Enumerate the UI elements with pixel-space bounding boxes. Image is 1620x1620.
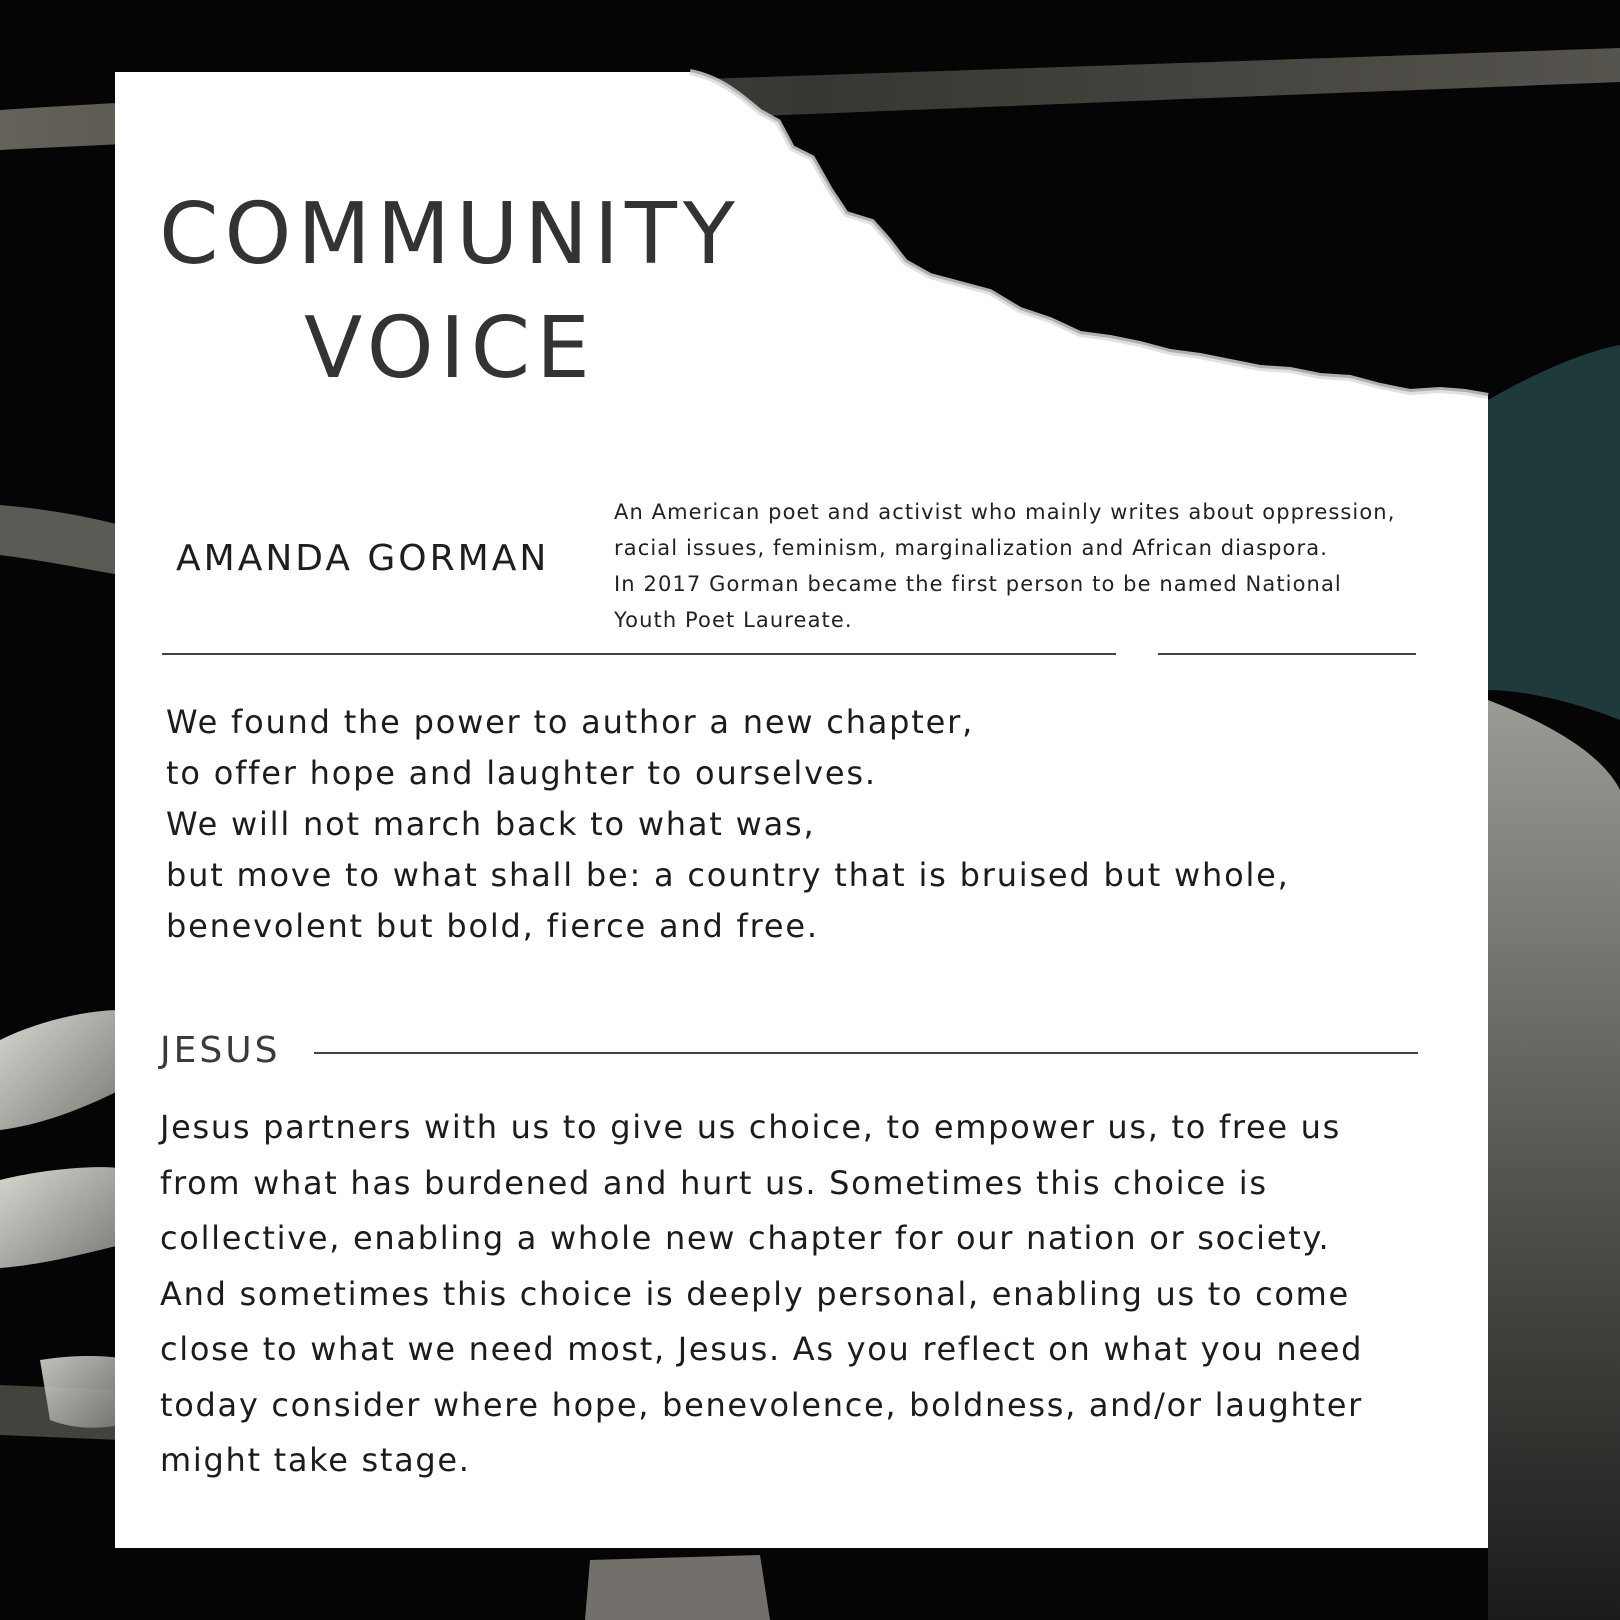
- reflection-line: today consider where hope, benevolence, boldness, and/or laughter: [160, 1385, 1364, 1424]
- bio-line: An American poet and activist who mainly writes about oppression,: [614, 500, 1396, 524]
- title-line-2: VOICE: [304, 299, 596, 398]
- quote-line: to offer hope and laughter to ourselves.: [166, 754, 877, 792]
- title-line-1: COMMUNITY: [159, 185, 741, 284]
- header-divider-left: [162, 653, 1116, 655]
- header-divider-right: [1158, 653, 1416, 655]
- bio-line: Youth Poet Laureate.: [614, 608, 853, 632]
- reflection-line: collective, enabling a whole new chapter for our nation or society.: [160, 1219, 1331, 1257]
- section-divider: [314, 1052, 1418, 1054]
- reflection-line: close to what we need most, Jesus. As you reflect on what you need: [160, 1330, 1364, 1368]
- section-label: JESUS: [160, 1030, 281, 1071]
- poet-name: AMANDA GORMAN: [176, 538, 550, 579]
- poem-quote: [166, 697, 1290, 952]
- quote-line: benevolent but bold, fierce and free.: [166, 907, 819, 945]
- bio-line: In 2017 Gorman became the first person to be named National: [614, 572, 1342, 596]
- bio-line: racial issues, feminism, marginalization and African diaspora.: [614, 536, 1328, 560]
- reflection-line: might take stage.: [160, 1441, 471, 1479]
- quote-line: but move to what shall be: a country that is bruised but whole,: [166, 856, 1290, 894]
- reflection-line: Jesus partners with us to give us choice, to empower us, to free us: [160, 1108, 1342, 1146]
- page-title: [140, 178, 760, 406]
- poet-bio: [614, 494, 1434, 638]
- reflection-line: And sometimes this choice is deeply personal, enabling us to come: [160, 1274, 1350, 1313]
- quote-line: We will not march back to what was,: [166, 805, 816, 843]
- reflection-text: [160, 1100, 1430, 1489]
- quote-line: We found the power to author a new chapter,: [166, 703, 975, 741]
- reflection-line: from what has burdened and hurt us. Sometimes this choice is: [160, 1163, 1268, 1202]
